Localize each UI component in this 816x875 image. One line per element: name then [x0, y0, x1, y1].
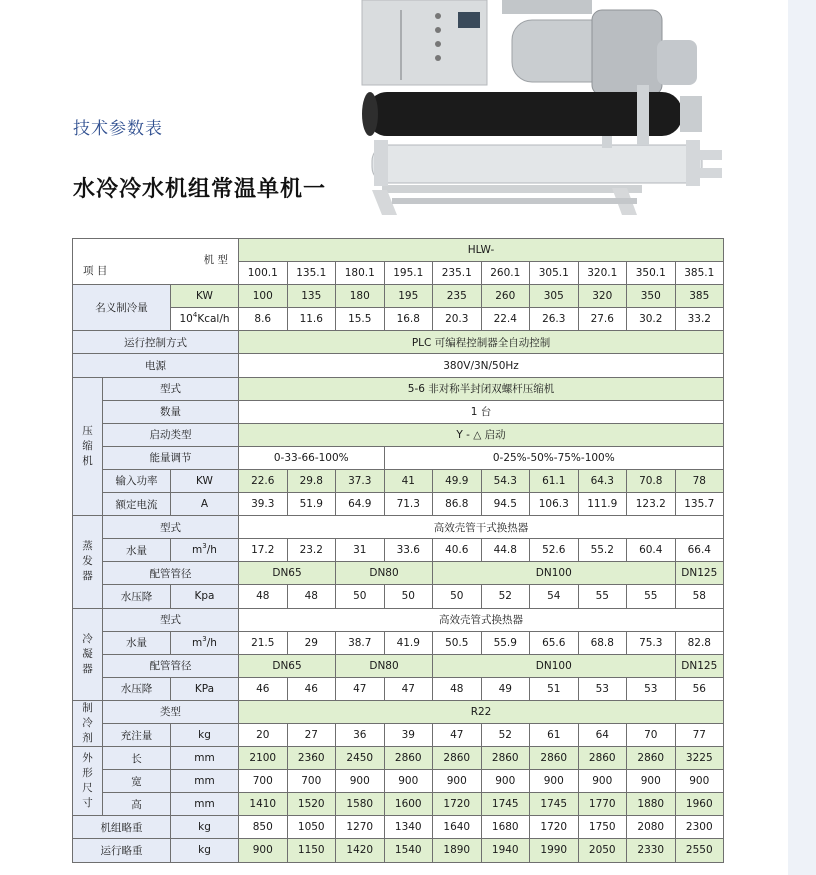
unit-cell: KW [171, 285, 239, 308]
control-label: 运行控制方式 [73, 331, 239, 354]
value-cell: 385 [675, 285, 724, 308]
value-cell: 1420 [336, 839, 385, 862]
value-cell: 56 [675, 677, 724, 700]
pipe-size-cell: DN80 [336, 654, 433, 677]
width-label: 宽 [103, 770, 171, 793]
unit-cell: $m^3/h$ [171, 539, 239, 562]
value-cell: 900 [675, 770, 724, 793]
condenser-flow-row [73, 631, 724, 654]
unit-cell: mm [171, 793, 239, 816]
value-cell: 77 [675, 723, 724, 746]
value-cell: 29.8 [287, 469, 336, 492]
value-cell: 1270 [336, 816, 385, 839]
value-cell: 71.3 [384, 493, 433, 516]
value-cell: 70 [627, 723, 676, 746]
value-cell: 2860 [530, 747, 579, 770]
value-cell: 27.6 [578, 308, 627, 331]
compressor-type-row [73, 377, 724, 400]
value-cell: 2330 [627, 839, 676, 862]
value-cell: 53 [578, 677, 627, 700]
value-cell: 1720 [433, 793, 482, 816]
value-cell: 123.2 [627, 493, 676, 516]
unit-cell: KW [171, 469, 239, 492]
unit-cell: $m^3/h$ [171, 631, 239, 654]
value-cell: 900 [433, 770, 482, 793]
value-cell: 52 [481, 723, 530, 746]
value-cell: 82.8 [675, 631, 724, 654]
refrigerant-type-value: R22 [239, 700, 724, 723]
condenser-pipe-row [73, 654, 724, 677]
value-cell: 55 [578, 585, 627, 608]
value-cell: 1960 [675, 793, 724, 816]
condenser-type-value: 高效壳管式换热器 [239, 608, 724, 631]
value-cell: 64.3 [578, 469, 627, 492]
value-cell: 50.5 [433, 631, 482, 654]
condenser-type-label: 型式 [103, 608, 239, 631]
width-row [73, 770, 724, 793]
model-cell: 305.1 [530, 262, 579, 285]
value-cell: 54 [530, 585, 579, 608]
condenser-flow-label: 水量 [103, 631, 171, 654]
value-cell: 350 [627, 285, 676, 308]
value-cell: 33.6 [384, 539, 433, 562]
compressor-start-label: 启动类型 [103, 423, 239, 446]
value-cell: 1410 [239, 793, 288, 816]
model-cell: 180.1 [336, 262, 385, 285]
value-cell: 50 [384, 585, 433, 608]
value-cell: 1750 [578, 816, 627, 839]
value-cell: 900 [481, 770, 530, 793]
value-cell: 39.3 [239, 493, 288, 516]
value-cell: 260 [481, 285, 530, 308]
compressor-current-label: 额定电流 [103, 493, 171, 516]
value-cell: 70.8 [627, 469, 676, 492]
value-cell: 21.5 [239, 631, 288, 654]
value-cell: 61 [530, 723, 579, 746]
value-cell: 2860 [627, 747, 676, 770]
value-cell: 1540 [384, 839, 433, 862]
value-cell: 1770 [578, 793, 627, 816]
unit-cell: Kpa [171, 585, 239, 608]
value-cell: 22.4 [481, 308, 530, 331]
compressor-energy-row [73, 446, 724, 469]
value-cell: 37.3 [336, 469, 385, 492]
refrigerant-charge-label: 充注量 [103, 723, 171, 746]
pipe-size-cell: DN100 [433, 654, 676, 677]
value-cell: 47 [336, 677, 385, 700]
power-value: 380V/3N/50Hz [239, 354, 724, 377]
unit-cell: mm [171, 747, 239, 770]
value-cell: 64.9 [336, 493, 385, 516]
value-cell: 900 [627, 770, 676, 793]
value-cell: 48 [287, 585, 336, 608]
condenser-drop-row [73, 677, 724, 700]
pipe-size-cell: DN125 [675, 562, 724, 585]
unit-weight-row [73, 816, 724, 839]
compressor-input-label: 输入功率 [103, 469, 171, 492]
capacity-kw-row [73, 285, 724, 308]
value-cell: 850 [239, 816, 288, 839]
value-cell: 1940 [481, 839, 530, 862]
value-cell: 1600 [384, 793, 433, 816]
refrigerant-charge-row [73, 723, 724, 746]
value-cell: 48 [239, 585, 288, 608]
value-cell: 1640 [433, 816, 482, 839]
compressor-start-value: Y - △ 启动 [239, 423, 724, 446]
value-cell: 30.2 [627, 308, 676, 331]
corner-item-label: 项 目 [83, 265, 108, 278]
compressor-qty-label: 数量 [103, 400, 239, 423]
value-cell: 2860 [481, 747, 530, 770]
value-cell: 55.2 [578, 539, 627, 562]
value-cell: 1745 [530, 793, 579, 816]
pipe-size-cell: DN80 [336, 562, 433, 585]
value-cell: 44.8 [481, 539, 530, 562]
model-cell: 320.1 [578, 262, 627, 285]
refrigerant-type-label: 类型 [103, 700, 239, 723]
value-cell: 78 [675, 469, 724, 492]
model-cell: 350.1 [627, 262, 676, 285]
value-cell: 58 [675, 585, 724, 608]
compressor-input-row [73, 469, 724, 492]
condenser-group-label: 冷 凝 器 [73, 608, 103, 700]
corner-model-label: 机 型 [203, 254, 229, 266]
value-cell: 48 [433, 677, 482, 700]
value-cell: 50 [336, 585, 385, 608]
value-cell: 46 [239, 677, 288, 700]
compressor-energy-label: 能量调节 [103, 446, 239, 469]
value-cell: 135.7 [675, 493, 724, 516]
value-cell: 180 [336, 285, 385, 308]
value-cell: 51 [530, 677, 579, 700]
value-cell: 11.6 [287, 308, 336, 331]
value-cell: 1680 [481, 816, 530, 839]
value-cell: 2100 [239, 747, 288, 770]
value-cell: 16.8 [384, 308, 433, 331]
compressor-qty-row [73, 400, 724, 423]
value-cell: 135 [287, 285, 336, 308]
unit-cell: A [171, 493, 239, 516]
value-cell: 68.8 [578, 631, 627, 654]
value-cell: 900 [239, 839, 288, 862]
value-cell: 26.3 [530, 308, 579, 331]
value-cell: 33.2 [675, 308, 724, 331]
evaporator-type-row [73, 516, 724, 539]
value-cell: 8.6 [239, 308, 288, 331]
value-cell: 3225 [675, 747, 724, 770]
condenser-pipe-label: 配管管径 [103, 654, 239, 677]
unit-cell: kg [171, 816, 239, 839]
value-cell: 700 [239, 770, 288, 793]
value-cell: 36 [336, 723, 385, 746]
run-weight-label: 运行略重 [73, 839, 171, 862]
value-cell: 23.2 [287, 539, 336, 562]
evaporator-group-label: 蒸 发 器 [73, 516, 103, 608]
value-cell: 47 [433, 723, 482, 746]
unit-cell: KPa [171, 677, 239, 700]
pipe-size-cell: DN125 [675, 654, 724, 677]
value-cell: 20 [239, 723, 288, 746]
value-cell: 46 [287, 677, 336, 700]
value-cell: 20.3 [433, 308, 482, 331]
value-cell: 27 [287, 723, 336, 746]
capacity-label: 名义制冷量 [73, 285, 171, 331]
value-cell: 52.6 [530, 539, 579, 562]
compressor-type-label: 型式 [103, 377, 239, 400]
value-cell: 39 [384, 723, 433, 746]
compressor-group-label: 压 缩 机 [73, 377, 103, 516]
value-cell: 900 [530, 770, 579, 793]
value-cell: 15.5 [336, 308, 385, 331]
value-cell: 2860 [433, 747, 482, 770]
evaporator-flow-label: 水量 [103, 539, 171, 562]
dimensions-group-label: 外 形 尺 寸 [73, 747, 103, 816]
model-series: HLW- [239, 239, 724, 262]
model-cell: 385.1 [675, 262, 724, 285]
unit-cell: kg [171, 839, 239, 862]
value-cell: 900 [578, 770, 627, 793]
evaporator-drop-row [73, 585, 724, 608]
value-cell: 1340 [384, 816, 433, 839]
height-row [73, 793, 724, 816]
evaporator-drop-label: 水压降 [103, 585, 171, 608]
value-cell: 65.6 [530, 631, 579, 654]
evaporator-pipe-row [73, 562, 724, 585]
value-cell: 195 [384, 285, 433, 308]
value-cell: 100 [239, 285, 288, 308]
value-cell: 75.3 [627, 631, 676, 654]
value-cell: 235 [433, 285, 482, 308]
pipe-size-cell: DN100 [433, 562, 676, 585]
value-cell: 2860 [384, 747, 433, 770]
value-cell: 41.9 [384, 631, 433, 654]
compressor-start-row [73, 423, 724, 446]
value-cell: 29 [287, 631, 336, 654]
value-cell: 51.9 [287, 493, 336, 516]
value-cell: 53 [627, 677, 676, 700]
evaporator-type-value: 高效壳管干式换热器 [239, 516, 724, 539]
value-cell: 1150 [287, 839, 336, 862]
refrigerant-type-row [73, 700, 724, 723]
unit-cell: mm [171, 770, 239, 793]
unit-cell: $10^4Kcal/h$ [171, 308, 239, 331]
value-cell: 40.6 [433, 539, 482, 562]
model-cell: 195.1 [384, 262, 433, 285]
header-row [73, 239, 724, 262]
value-cell: 55 [627, 585, 676, 608]
value-cell: 31 [336, 539, 385, 562]
value-cell: 106.3 [530, 493, 579, 516]
model-cell: 235.1 [433, 262, 482, 285]
refrigerant-group-label: 制 冷 剂 [73, 700, 103, 746]
value-cell: 22.6 [239, 469, 288, 492]
evaporator-pipe-label: 配管管径 [103, 562, 239, 585]
value-cell: 50 [433, 585, 482, 608]
value-cell: 900 [336, 770, 385, 793]
compressor-energy-b: 0-25%-50%-75%-100% [384, 446, 724, 469]
value-cell: 41 [384, 469, 433, 492]
value-cell: 94.5 [481, 493, 530, 516]
side-strip [788, 0, 816, 875]
value-cell: 17.2 [239, 539, 288, 562]
value-cell: 49.9 [433, 469, 482, 492]
value-cell: 60.4 [627, 539, 676, 562]
height-label: 高 [103, 793, 171, 816]
value-cell: 2450 [336, 747, 385, 770]
pipe-size-cell: DN65 [239, 562, 336, 585]
evaporator-type-label: 型式 [103, 516, 239, 539]
value-cell: 66.4 [675, 539, 724, 562]
main-title: 水冷冷水机组常温单机一 [73, 177, 327, 202]
value-cell: 52 [481, 585, 530, 608]
value-cell: 61.1 [530, 469, 579, 492]
spec-table [72, 238, 724, 863]
compressor-current-row [73, 493, 724, 516]
value-cell: 38.7 [336, 631, 385, 654]
model-cell: 100.1 [239, 262, 288, 285]
value-cell: 1990 [530, 839, 579, 862]
value-cell: 47 [384, 677, 433, 700]
compressor-type-value: 5-6 非对称半封闭双螺杆压缩机 [239, 377, 724, 400]
value-cell: 1880 [627, 793, 676, 816]
value-cell: 2050 [578, 839, 627, 862]
pipe-size-cell: DN65 [239, 654, 336, 677]
model-cell: 260.1 [481, 262, 530, 285]
value-cell: 64 [578, 723, 627, 746]
run-weight-row [73, 839, 724, 862]
value-cell: 2550 [675, 839, 724, 862]
compressor-qty-value: 1 台 [239, 400, 724, 423]
model-cell: 135.1 [287, 262, 336, 285]
capacity-kcal-row [73, 308, 724, 331]
section-title: 技术参数表 [73, 119, 163, 139]
value-cell: 305 [530, 285, 579, 308]
value-cell: 1745 [481, 793, 530, 816]
control-row [73, 331, 724, 354]
value-cell: 2360 [287, 747, 336, 770]
condenser-drop-label: 水压降 [103, 677, 171, 700]
length-row [73, 747, 724, 770]
value-cell: 49 [481, 677, 530, 700]
corner-header-cell [73, 239, 239, 285]
compressor-energy-a: 0-33-66-100% [239, 446, 385, 469]
value-cell: 1520 [287, 793, 336, 816]
value-cell: 2860 [578, 747, 627, 770]
value-cell: 111.9 [578, 493, 627, 516]
length-label: 长 [103, 747, 171, 770]
value-cell: 55.9 [481, 631, 530, 654]
power-row [73, 354, 724, 377]
unit-weight-label: 机组略重 [73, 816, 171, 839]
value-cell: 86.8 [433, 493, 482, 516]
evaporator-flow-row [73, 539, 724, 562]
value-cell: 2080 [627, 816, 676, 839]
control-value: PLC 可编程控制器全自动控制 [239, 331, 724, 354]
value-cell: 320 [578, 285, 627, 308]
value-cell: 700 [287, 770, 336, 793]
value-cell: 900 [384, 770, 433, 793]
value-cell: 1720 [530, 816, 579, 839]
value-cell: 1050 [287, 816, 336, 839]
value-cell: 2300 [675, 816, 724, 839]
value-cell: 1580 [336, 793, 385, 816]
condenser-type-row [73, 608, 724, 631]
value-cell: 1890 [433, 839, 482, 862]
chiller-unit-image [352, 0, 724, 222]
value-cell: 54.3 [481, 469, 530, 492]
unit-cell: kg [171, 723, 239, 746]
power-label: 电源 [73, 354, 239, 377]
